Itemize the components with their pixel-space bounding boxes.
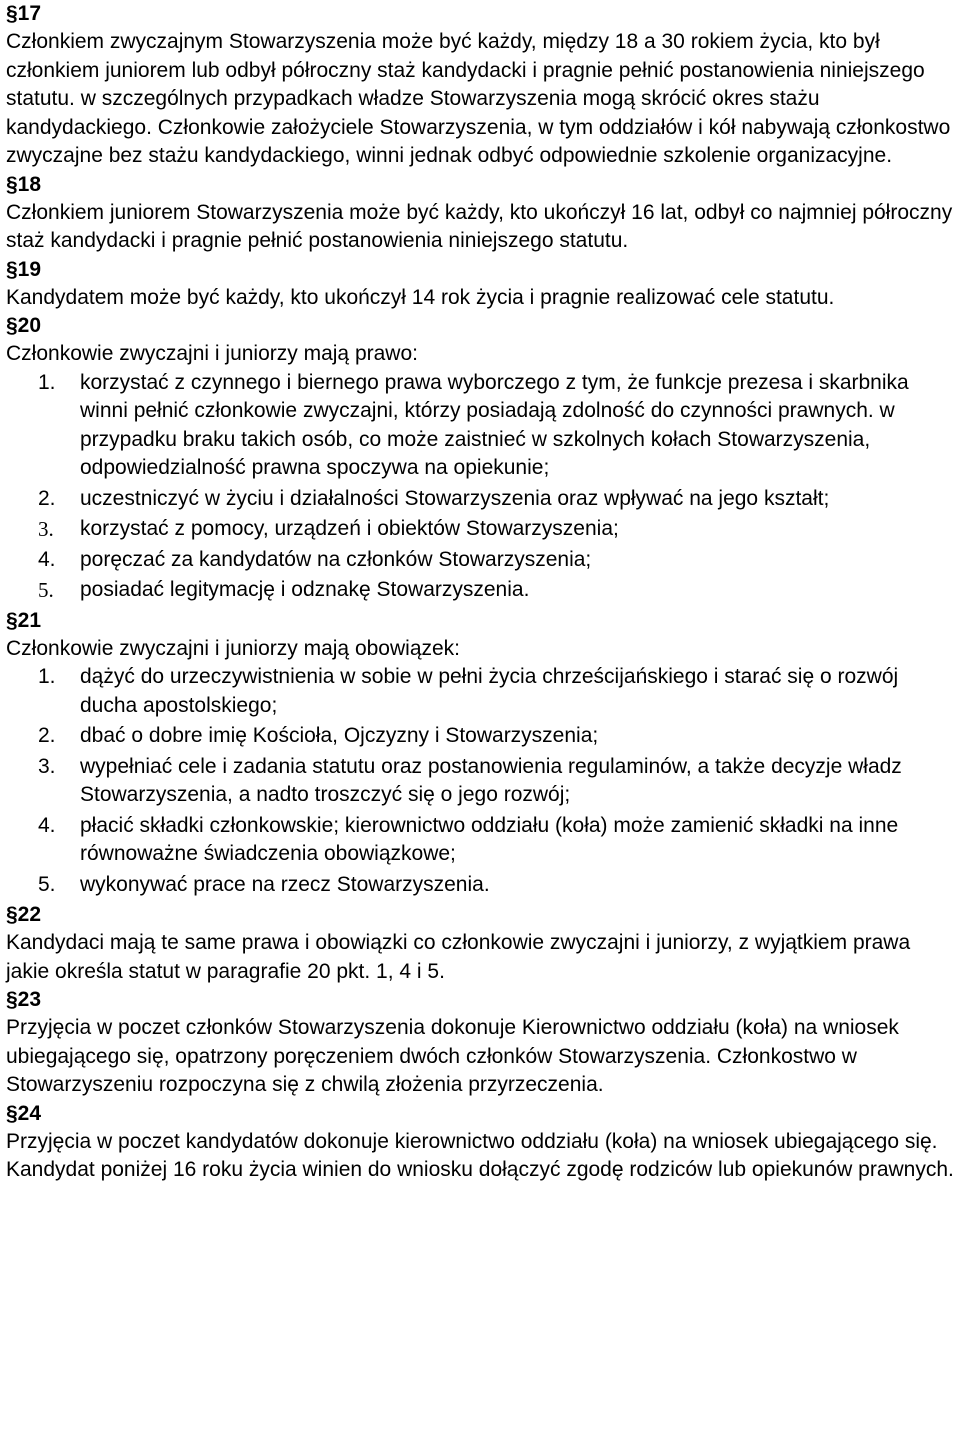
section-17 [6,0,958,171]
section-text: Przyjęcia w poczet członków Stowarzyszenia dokonuje Kierownictwo oddziału (koła) na wniosek ubiegającego się, opatrzony poręczeniem dwóch członków Stowarzyszenia. Członkostwo w Stowarzyszeniu rozpoczyna się z chwilą złożenia przyrzeczenia. [6,1016,899,1096]
list-item-text: korzystać z pomocy, urządzeń i obiektów Stowarzyszenia; [80,517,619,540]
list-item-text: korzystać z czynnego i biernego prawa wyborczego z tym, że funkcje prezesa i skarbnika winni pełnić członkowie zwyczajni, którzy posiadają zdolność do czynności prawnych. w przypadku braku takich osób, co może zaistnieć w szkolnych kołach Stowarzyszenia, odpowiedzialność prawna spoczywa na opiekunie; [80,370,909,479]
list-item-text: poręczać za kandydatów na członków Stowarzyszenia; [80,547,592,571]
list-item-number: 5. [38,872,56,896]
section-text: Członkiem zwyczajnym Stowarzyszenia może być każdy, między 18 a 30 rokiem życia, kto był członkiem juniorem lub odbył półroczny staż kandydacki i pragnie pełnić postanowienia niniejszego statutu. w szczególnych przypadkach władze Stowarzyszenia mogą skrócić okres stażu kandydackiego. Członkowie założyciele Stowarzyszenia, w tym oddziałów i kół nabywają członkostwo zwyczajne bez stażu kandydackiego, winni jednak odbyć odpowiednie szkolenie organizacyjne. [6,30,951,167]
section-heading: §19 [6,257,42,281]
section-heading: §23 [6,988,42,1011]
list-item [6,812,958,869]
section-heading: §20 [6,314,42,337]
list-item-number: 2. [38,486,56,510]
section-23 [6,986,958,1100]
section-20 [6,312,958,605]
list-item [6,576,958,605]
list-item [6,485,958,514]
list-item-text: wypełniać cele i zadania statutu oraz postanowienia regulaminów, a także decyzje władz Stowarzyszenia, a nadto troszczyć się o jego rozwój; [80,754,902,806]
list-item-number: 1. [38,370,56,394]
list-item-number: 3. [38,517,54,541]
duties-list [6,663,958,899]
section-text: Przyjęcia w poczet kandydatów dokonuje kierownictwo oddziału (koła) na wniosek ubiegającego się. Kandydat poniżej 16 roku życia winien do wniosku dołączyć zgodę rodziców lub opiekunów prawnych. [6,1129,954,1181]
section-heading: §22 [6,903,42,926]
section-heading: §24 [6,1101,42,1125]
list-item [6,546,958,575]
section-19 [6,256,958,313]
list-item [6,515,958,544]
rights-list [6,369,958,605]
section-18 [6,171,958,256]
list-item-text: płacić składki członkowskie; kierownictwo oddziału (koła) może zamienić składki na inne równoważne świadczenia obowiązkowe; [80,813,899,865]
list-item-number: 3. [38,754,56,778]
list-item-text: wykonywać prace na rzecz Stowarzyszenia. [80,872,490,896]
list-item-text: dążyć do urzeczywistnienia w sobie w pełni życia chrześcijańskiego i starać się o rozwój ducha apostolskiego; [80,665,899,717]
list-item-number: 4. [38,813,56,837]
section-24 [6,1100,958,1185]
list-item [6,871,958,900]
section-text: Członkowie zwyczajni i juniorzy mają obowiązek: [6,636,461,660]
section-text: Członkowie zwyczajni i juniorzy mają prawo: [6,342,418,365]
section-21 [6,607,958,900]
list-item [6,722,958,751]
list-item [6,369,958,483]
section-heading: §17 [6,2,42,25]
list-item [6,753,958,810]
section-heading: §18 [6,172,42,196]
list-item-text: uczestniczyć w życiu i działalności Stowarzyszenia oraz wpływać na jego kształt; [80,486,830,510]
list-item [6,663,958,720]
section-text: Kandydatem może być każdy, kto ukończył 14 rok życia i pragnie realizować cele statutu. [6,285,835,309]
list-item-number: 1. [38,665,56,688]
list-item-number: 4. [38,547,56,571]
list-item-text: posiadać legitymację i odznakę Stowarzyszenia. [80,578,530,601]
list-item-text: dbać o dobre imię Kościoła, Ojczyzny i Stowarzyszenia; [80,724,599,747]
section-heading: §21 [6,608,42,632]
section-text: Członkiem juniorem Stowarzyszenia może być każdy, kto ukończył 16 lat, odbył co najmniej półroczny staż kandydacki i pragnie pełnić postanowienia niniejszego statutu. [6,200,953,252]
list-item-number: 2. [38,724,56,747]
section-22 [6,901,958,986]
section-text: Kandydaci mają te same prawa i obowiązki co członkowie zwyczajni i juniorzy, z wyjątkiem prawa jakie określa statut w paragrafie 20 pkt. 1, 4 i 5. [6,931,911,983]
list-item-number: 5. [38,578,54,602]
